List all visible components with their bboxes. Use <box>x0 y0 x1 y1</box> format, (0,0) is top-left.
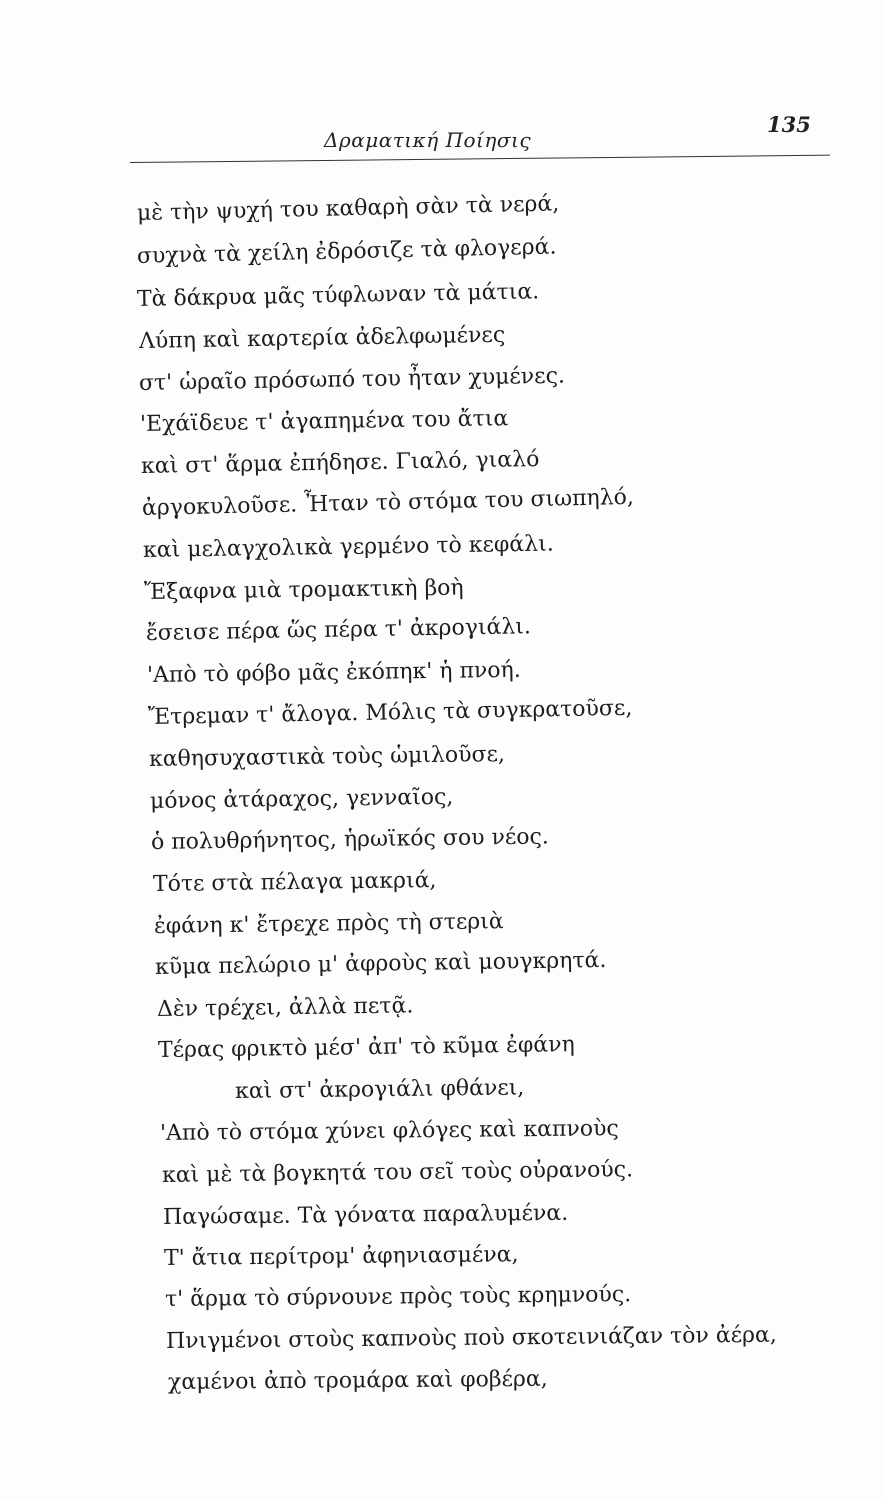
poem-line: 'Απὸ τὸ στόμα χύνει φλόγες καὶ καπνοὺς <box>159 1116 619 1146</box>
poem-line: Πνιγμένοι στοὺς καπνοὺς ποὺ σκοτεινιάζαν τὸν ἀέρα, <box>165 1322 777 1354</box>
poem-line: καὶ μὲ τὰ βογκητά του σεῖ τοὺς οὐρανούς. <box>161 1157 634 1188</box>
page-number: 135 <box>767 112 811 137</box>
poem-line: Τ' ἄτια περίτρομ' ἀφηνιασμένα, <box>163 1242 519 1271</box>
poem-line: 'Απὸ τὸ φόβο μᾶς ἐκόπηκ' ἡ πνοή. <box>146 657 521 688</box>
poem-line: καὶ στ' ἀκρογιάλι φθάνει, <box>234 1075 525 1104</box>
poem-line: Ἔτρεμαν τ' ἄλογα. Μόλις τὰ συγκρατοῦσε, <box>147 695 633 730</box>
poem-line: καὶ στ' ἅρμα ἐπήδησε. Γιαλό, γιαλό <box>140 447 540 479</box>
poem-line: ἐφάνη κ' ἔτρεχε πρὸς τὴ στεριὰ <box>153 909 504 939</box>
poem-line: συχνὰ τὰ χείλη ἐδρόσιζε τὰ φλογερά. <box>136 234 557 269</box>
poem-line: ἀργοκυλοῦσε. Ἦταν τὸ στόμα του σιωπηλό, <box>141 484 635 521</box>
poem-line: Λύπη καὶ καρτερία ἀδελφωμένες <box>138 322 506 354</box>
poem-line: Τὰ δάκρυα μᾶς τύφλωναν τὰ μάτια. <box>136 279 540 312</box>
poem-line: μὲ τὴν ψυχή του καθαρὴ σὰν τὰ νερά, <box>136 191 560 226</box>
poem-line: καθησυχαστικὰ τοὺς ὡμιλοῦσε, <box>148 742 506 772</box>
poem-line: ὁ πολυθρήνητος, ἡρωϊκός σου νέος. <box>150 824 549 855</box>
poem-line: Τότε στὰ πέλαγα μακριά, <box>152 868 437 897</box>
poem-line: Παγώσαμε. Τὰ γόνατα παραλυμένα. <box>162 1200 569 1230</box>
poem-line: καὶ μελαγχολικὰ γερμένο τὸ κεφάλι. <box>142 531 554 563</box>
poem-line: μόνος ἀτάραχος, γενναῖος, <box>149 784 454 814</box>
poem-line: Δὲν τρέχει, ἀλλὰ πετᾷ. <box>156 993 414 1022</box>
poem-line: κῦμα πελώριο μ' ἀφροὺς καὶ μουγκρητά. <box>154 947 607 980</box>
running-title: Δραματική Ποίησις <box>324 128 532 152</box>
poem-line: τ' ἅρμα τὸ σύρνουνε πρὸς τοὺς κρημνούς. <box>164 1282 632 1312</box>
poem-line: στ' ὡραῖο πρόσωπό του ἦταν χυμένες. <box>138 363 566 396</box>
poem-line: Τέρας φρικτὸ μέσ' ἀπ' τὸ κῦμα ἐφάνη <box>157 1032 575 1063</box>
poem-line: χαμένοι ἀπὸ τρομάρα καὶ φοβέρα, <box>167 1366 548 1395</box>
poem-line: 'Εχάϊδευε τ' ἀγαπημένα του ἄτια <box>139 406 509 437</box>
poem-line: Ἔξαφνα μιὰ τρομακτικὴ βοὴ <box>143 575 464 605</box>
poem-line: ἔσεισε πέρα ὥς πέρα τ' ἀκρογιάλι. <box>145 614 532 646</box>
